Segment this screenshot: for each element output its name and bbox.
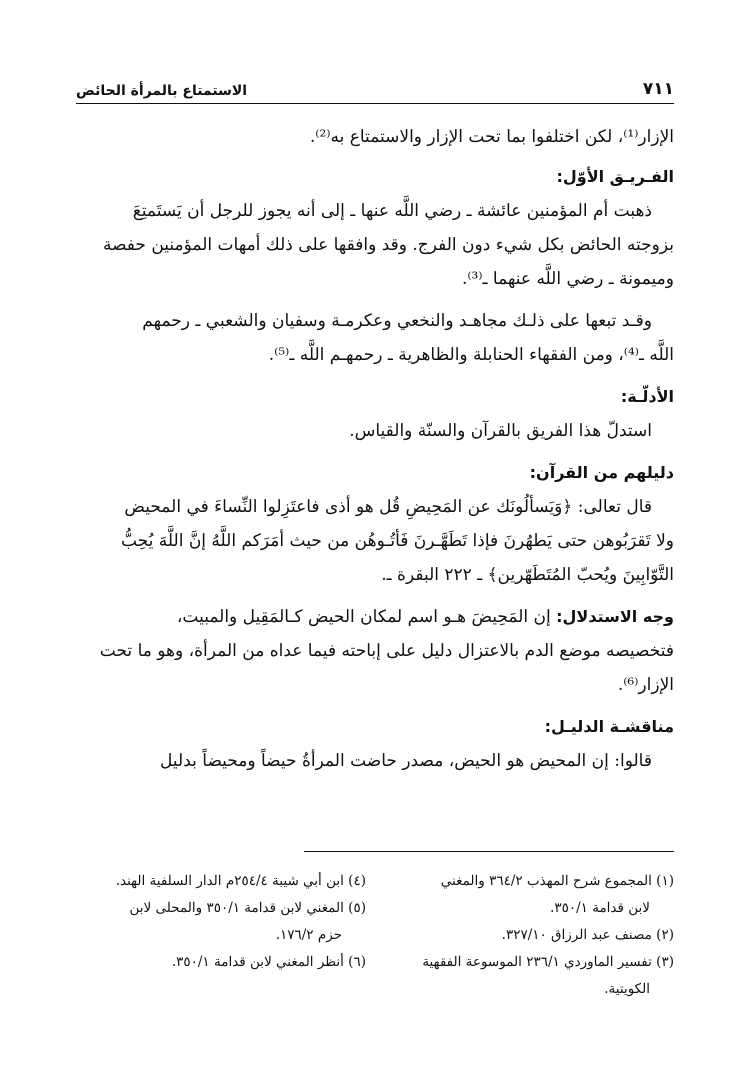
paragraph-7: قالوا: إن المحيض هو الحيض، مصدر حاضت المرأةُ حيضاً ومحيضاً بدليل: [160, 751, 652, 771]
footnote-2: (٢) مصنف عبد الرزاق ٣٢٧/١٠.: [501, 927, 674, 943]
paragraph-3-line-2: اللَّه ـ⁽⁴⁾، ومن الفقهاء الحنابلة والظاهرية ـ رحمهـم اللَّه ـ⁽⁵⁾.: [268, 345, 674, 365]
footnote-5-cont: حزم ١٧٦/٢.: [275, 927, 342, 943]
paragraph-2-line-2: بزوجته الحائض بكل شيء دون الفرج. وقد وافقها على ذلك أمهات المؤمنين حفصة: [102, 235, 674, 255]
heading-quran-evidence: دليلهم من القرآن:: [529, 463, 674, 482]
quran-verse-line-3: التَّوّابِينَ ويُحبّ المُتَطَهّرين﴾ ـ ٢٢٢ البقرة ـ.: [381, 565, 674, 585]
heading-first-group: الفـريـق الأوّل:: [556, 167, 674, 186]
page-header: [76, 74, 674, 104]
running-title: الاستمتاع بالمرأة الحائض: [76, 83, 248, 99]
quran-verse-line-1: قال تعالى: ﴿وَيَسألُونَك عن المَحِيضِ قُل هو أذى فاعتَزِلوا النِّساءَ في المحيض: [124, 497, 652, 517]
paragraph-3-line-1: وقـد تبعها على ذلـك مجاهـد والنخعي وعكرمـة وسفيان والشعبي ـ رحمهم: [142, 311, 652, 331]
paragraph-2-line-3: وميمونة ـ رضي اللَّه عنهما ـ⁽³⁾.: [461, 269, 674, 289]
footnotes-left-column: [76, 868, 366, 1003]
page-number: ٧١١: [642, 79, 674, 99]
footnote-3-cont: الكويتية.: [604, 981, 650, 997]
inference-label: وجه الاستدلال:: [556, 607, 674, 626]
footnotes-right-column: [384, 868, 674, 1003]
paragraph-4: استدلّ هذا الفريق بالقرآن والسنّة والقياس.: [349, 421, 652, 441]
paragraph-6-line-3: الإزار⁽⁶⁾.: [617, 675, 674, 695]
paragraph-2-line-1: ذهبت أم المؤمنين عائشة ـ رضي اللَّه عنها ـ إلى أنه يجوز للرجل أن يَستَمتِعَ: [132, 201, 652, 221]
footnote-5: (٥) المغني لابن قدامة ٣٥٠/١ والمحلى لابن: [129, 900, 366, 916]
paragraph-6-line-2: فتخصيصه موضع الدم بالاعتزال دليل على إباحته فيما عداه من المرأة، وهو ما تحت: [99, 641, 674, 661]
heading-discussion: مناقشـة الدليـل:: [544, 717, 674, 736]
footnote-separator: [304, 851, 674, 852]
paragraph-1: الإزار⁽¹⁾، لكن اختلفوا بما تحت الإزار والاستمتاع به⁽²⁾.: [309, 127, 674, 147]
heading-evidence: الأدلّـة:: [620, 387, 674, 406]
footnote-3: (٣) تفسير الماوردي ٢٣٦/١ الموسوعة الفقهية: [422, 954, 674, 970]
main-text: [76, 120, 674, 778]
footnotes: [76, 868, 674, 1003]
footnote-1: (١) المجموع شرح المهذب ٣٦٤/٢ والمغني: [440, 873, 674, 889]
quran-verse-line-2: ولا تَقرَبُوهن حتى يَطهُرنَ فإذا تَطَهَّـرنَ فَأتُـوهُن من حيث أمَرَكم اللَّهُ إنَّ اللَّهَ يُحِبُّ: [120, 531, 674, 551]
paragraph-6-line-1: [76, 600, 674, 634]
inference-text: إن المَحِيضَ هـو اسم لمكان الحيض كـالمَقِيل والمبيت،: [176, 607, 551, 627]
footnote-1-cont: لابن قدامة ٣٥٠/١.: [550, 900, 650, 916]
footnote-6: (٦) أنظر المغني لابن قدامة ٣٥٠/١.: [171, 954, 366, 970]
footnote-4: (٤) ابن أبي شيبة ٢٥٤/٤م الدار السلفية الهند.: [115, 873, 366, 889]
